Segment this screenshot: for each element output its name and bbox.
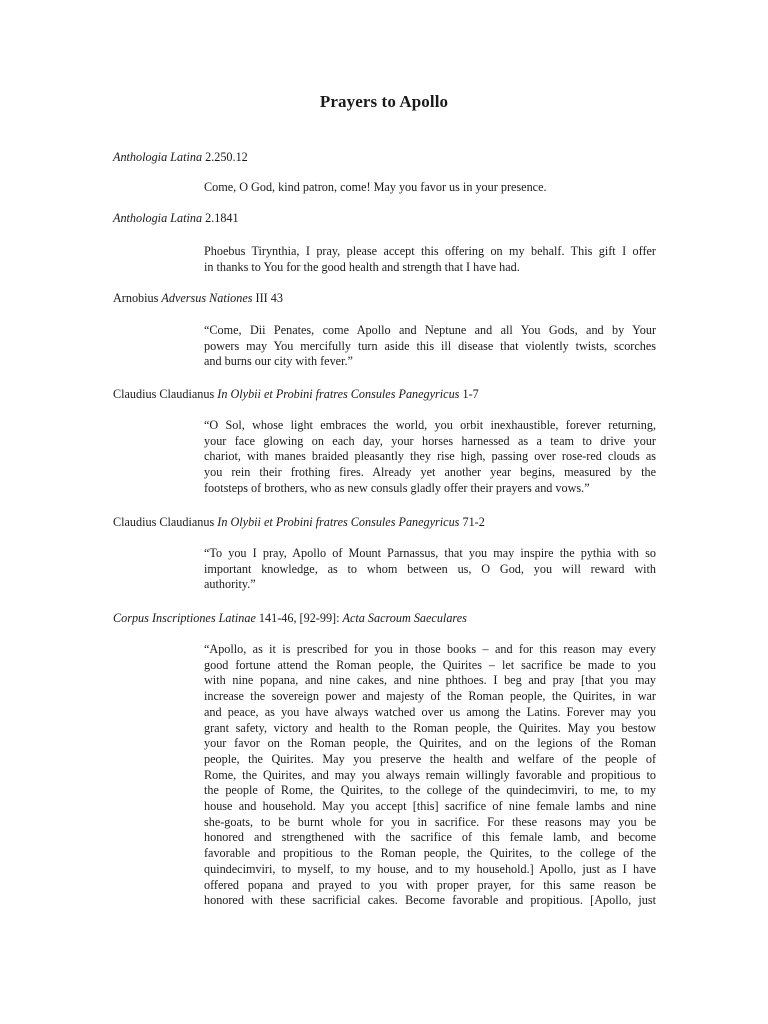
source-citation: Arnobius Adversus Nationes III 43 [113,291,283,305]
prayer-line: the people of Rome, the Quirites, to the college of the quindecimviri, to me, to my [204,783,656,798]
prayer-line: grant safety, victory and health to the Roman people, the Quirites. May you bestow [204,720,656,735]
source-citation: Claudius Claudianus In Olybii et Probini fratres Consules Panegyricus 1-7 [113,387,479,401]
prayer-line: Rome, the Quirites, and may you always remain willingly favorable and propitious to [204,767,656,782]
prayer-line: important knowledge, as to whom between us, O God, you will reward with [204,561,656,576]
prayer-text [204,323,656,370]
prayer-line: increase the sovereign power and majesty of the Roman people, the Quirites, in war [204,689,656,704]
source-citation: Claudius Claudianus In Olybii et Probini fratres Consules Panegyricus 71-2 [113,515,485,529]
prayer-line: she-goats, to be burnt whole for you in sacrifice. For these reasons may you be [204,814,656,829]
prayer-line: good fortune attend the Roman people, the Quirites – let sacrifice be made to you [204,657,656,672]
prayer-line: honored with these sacrificial cakes. Become favorable and propitious. [Apollo, just [204,893,656,908]
prayer-line: in thanks to You for the good health and strength that I have had. [204,259,520,274]
prayer-line: chariot, with manes braided pleasantly they rise high, passing over rose-red clouds as [204,449,656,464]
document-title: Prayers to Apollo [319,92,449,111]
prayer-line: quindecimviri, to myself, to my house, and to my household.] Apollo, just as I have [204,861,656,876]
prayer-text [204,546,656,593]
prayer-line: authority.” [204,577,256,592]
prayer-line: house and household. May you accept [this] sacrifice of nine female lambs and nine [204,799,656,814]
prayer-line: Phoebus Tirynthia, I pray, please accept this offering on my behalf. This gift I offer [204,244,656,258]
source-citation: Anthologia Latina 2.250.12 [113,150,248,164]
prayer-line: Come, O God, kind patron, come! May you favor us in your presence. [204,180,547,194]
prayer-line: your favor on the Roman people, the Quirites, and on the legions of the Roman [204,736,656,751]
prayer-line: with nine popana, and nine cakes, and nine phthoes. I beg and pray [that you may [204,673,656,688]
source-citation: Anthologia Latina 2.1841 [113,211,239,225]
prayer-line: “Come, Dii Penates, come Apollo and Neptune and all You Gods, and by Your [204,323,656,337]
prayer-line: honored and strengthened with the sacrifice of this female lamb, and become [204,830,656,845]
prayer-line: and peace, as you have always watched over us among the Latins. Forever may you [204,704,656,719]
source-citation: Corpus Inscriptiones Latinae 141-46, [92-99]: Acta Sacroum Saeculares [113,611,467,625]
prayer-line: your face glowing on each day, your horses harnessed as a team to drive your [204,433,656,448]
prayer-line: “O Sol, whose light embraces the world, you orbit inexhaustible, forever returning, [204,418,656,432]
prayer-text [204,642,656,909]
prayer-text [204,180,656,196]
prayer-text [204,244,656,275]
prayer-text [204,418,656,497]
prayer-line: favorable and propitious to the Roman people, the Quirites, to the college of the [204,846,656,861]
prayer-line: and burns our city with fever.” [204,354,353,369]
prayer-line: powers may You mercifully turn aside this ill disease that violently twists, scorches [204,338,656,353]
prayer-line: you rein their frothing fires. Already yet another year begins, measured by the [204,465,656,480]
prayer-line: people, the Quirites. May you preserve the health and welfare of the people of [204,751,656,766]
prayer-line: “To you I pray, Apollo of Mount Parnassus, that you may inspire the pythia with so [204,546,656,560]
prayer-line: “Apollo, as it is prescribed for you in those books – and for this reason may every [204,642,656,656]
prayer-line: offered popana and prayed to you with proper prayer, for this same reason be [204,877,656,892]
prayer-line: footsteps of brothers, who as new consuls gladly offer their prayers and vows.” [204,480,590,495]
